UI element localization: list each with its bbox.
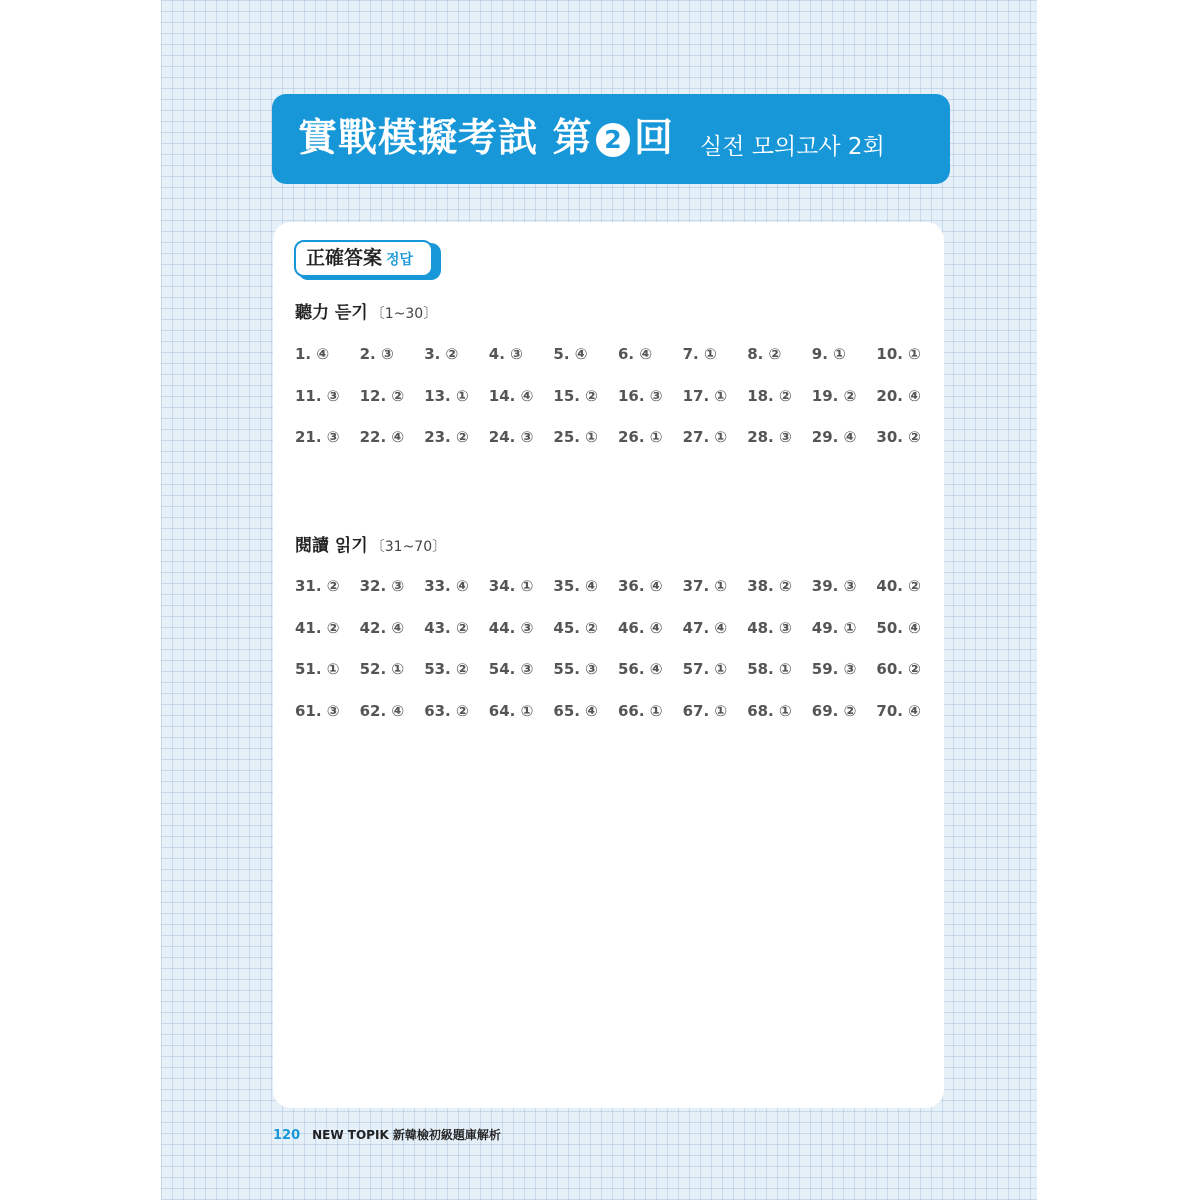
answer-item: 58. ① bbox=[747, 660, 792, 678]
answer-item: 36. ④ bbox=[618, 577, 663, 595]
answer-item: 15. ② bbox=[553, 386, 598, 405]
answer-item: 12. ② bbox=[359, 386, 405, 405]
answer-item: 46. ④ bbox=[618, 618, 663, 637]
answer-item: 42. ④ bbox=[359, 618, 405, 637]
answer-item: 29. ④ bbox=[811, 428, 857, 446]
answer-item: 65. ④ bbox=[553, 701, 598, 720]
listening-range: 〔1~30〕 bbox=[370, 306, 438, 322]
answer-item: 10. ① bbox=[876, 345, 921, 363]
answer-item: 16. ③ bbox=[618, 386, 663, 405]
answer-item: 68. ① bbox=[747, 701, 792, 720]
answer-item: 43. ② bbox=[424, 618, 469, 637]
answer-item: 7. ① bbox=[682, 345, 717, 363]
banner-title: 實戰模擬考試 第 bbox=[298, 116, 593, 161]
answer-item: 11. ③ bbox=[295, 386, 340, 405]
answer-item: 45. ② bbox=[553, 618, 598, 637]
answer-item: 22. ④ bbox=[359, 428, 405, 446]
answer-item: 57. ① bbox=[682, 660, 728, 678]
answer-item: 63. ② bbox=[424, 701, 469, 720]
answer-item: 61. ③ bbox=[295, 701, 340, 720]
banner-subtitle: 실전 모의고사 2회 bbox=[700, 134, 885, 160]
answer-item: 28. ③ bbox=[747, 428, 792, 446]
answer-item: 39. ③ bbox=[811, 577, 857, 595]
answer-item: 8. ② bbox=[747, 345, 782, 363]
page-number: 120 bbox=[273, 1128, 301, 1143]
answer-item: 47. ④ bbox=[682, 618, 728, 637]
reading-range: 〔31~70〕 bbox=[370, 539, 447, 555]
answer-item: 27. ① bbox=[682, 428, 728, 446]
answer-item: 1. ④ bbox=[295, 345, 330, 363]
answer-item: 51. ① bbox=[295, 660, 340, 678]
answer-item: 67. ① bbox=[682, 701, 728, 720]
answer-item: 2. ③ bbox=[359, 345, 394, 363]
badge-label: 正確答案 bbox=[306, 247, 383, 269]
answer-item: 54. ③ bbox=[488, 660, 534, 678]
answer-item: 13. ① bbox=[424, 386, 469, 405]
answer-item: 18. ② bbox=[747, 386, 792, 405]
answer-item: 5. ④ bbox=[553, 345, 588, 363]
answer-item: 25. ① bbox=[553, 428, 598, 446]
answer-item: 21. ③ bbox=[295, 428, 340, 446]
round-number-badge: 2 bbox=[596, 123, 630, 157]
answer-item: 44. ③ bbox=[488, 618, 534, 637]
answer-item: 38. ② bbox=[747, 577, 792, 595]
listening-title: 聽力 듣기 bbox=[295, 303, 368, 323]
answer-item: 60. ② bbox=[876, 660, 921, 678]
reading-section-title bbox=[295, 533, 446, 559]
listening-section-title bbox=[295, 300, 437, 326]
answer-item: 35. ④ bbox=[553, 577, 598, 595]
banner-title-suffix: 回 bbox=[634, 116, 674, 161]
answer-item: 37. ① bbox=[682, 577, 728, 595]
answer-item: 66. ① bbox=[618, 701, 663, 720]
answer-item: 56. ④ bbox=[618, 660, 663, 678]
answer-item: 32. ③ bbox=[359, 577, 405, 595]
answer-item: 19. ② bbox=[811, 386, 857, 405]
answer-item: 50. ④ bbox=[876, 618, 921, 637]
book-title: NEW TOPIK 新韓檢初級題庫解析 bbox=[312, 1128, 501, 1142]
answer-item: 55. ③ bbox=[553, 660, 598, 678]
answer-item: 70. ④ bbox=[876, 701, 921, 720]
reading-title: 閱讀 읽기 bbox=[295, 536, 368, 556]
answer-item: 14. ④ bbox=[488, 386, 534, 405]
answer-item: 23. ② bbox=[424, 428, 469, 446]
answer-item: 9. ① bbox=[811, 345, 846, 363]
answer-item: 48. ③ bbox=[747, 618, 792, 637]
answer-item: 26. ① bbox=[618, 428, 663, 446]
answer-item: 64. ① bbox=[488, 701, 534, 720]
answer-item: 34. ① bbox=[488, 577, 534, 595]
answer-item: 62. ④ bbox=[359, 701, 405, 720]
answer-item: 4. ③ bbox=[488, 345, 523, 363]
answer-item: 40. ② bbox=[876, 577, 921, 595]
answer-item: 53. ② bbox=[424, 660, 469, 678]
answer-item: 24. ③ bbox=[488, 428, 534, 446]
answer-item: 31. ② bbox=[295, 577, 340, 595]
answer-item: 52. ① bbox=[359, 660, 405, 678]
answer-item: 30. ② bbox=[876, 428, 921, 446]
answer-item: 59. ③ bbox=[811, 660, 857, 678]
answer-key-badge bbox=[294, 240, 433, 277]
answer-item: 3. ② bbox=[424, 345, 459, 363]
answer-item: 69. ② bbox=[811, 701, 857, 720]
badge-sublabel: 정답 bbox=[386, 252, 414, 268]
answer-item: 49. ① bbox=[811, 618, 857, 637]
page-footer bbox=[273, 1125, 501, 1145]
answer-item: 17. ① bbox=[682, 386, 728, 405]
answer-item: 6. ④ bbox=[618, 345, 653, 363]
answer-item: 41. ② bbox=[295, 618, 340, 637]
answer-item: 20. ④ bbox=[876, 386, 921, 405]
answer-item: 33. ④ bbox=[424, 577, 469, 595]
